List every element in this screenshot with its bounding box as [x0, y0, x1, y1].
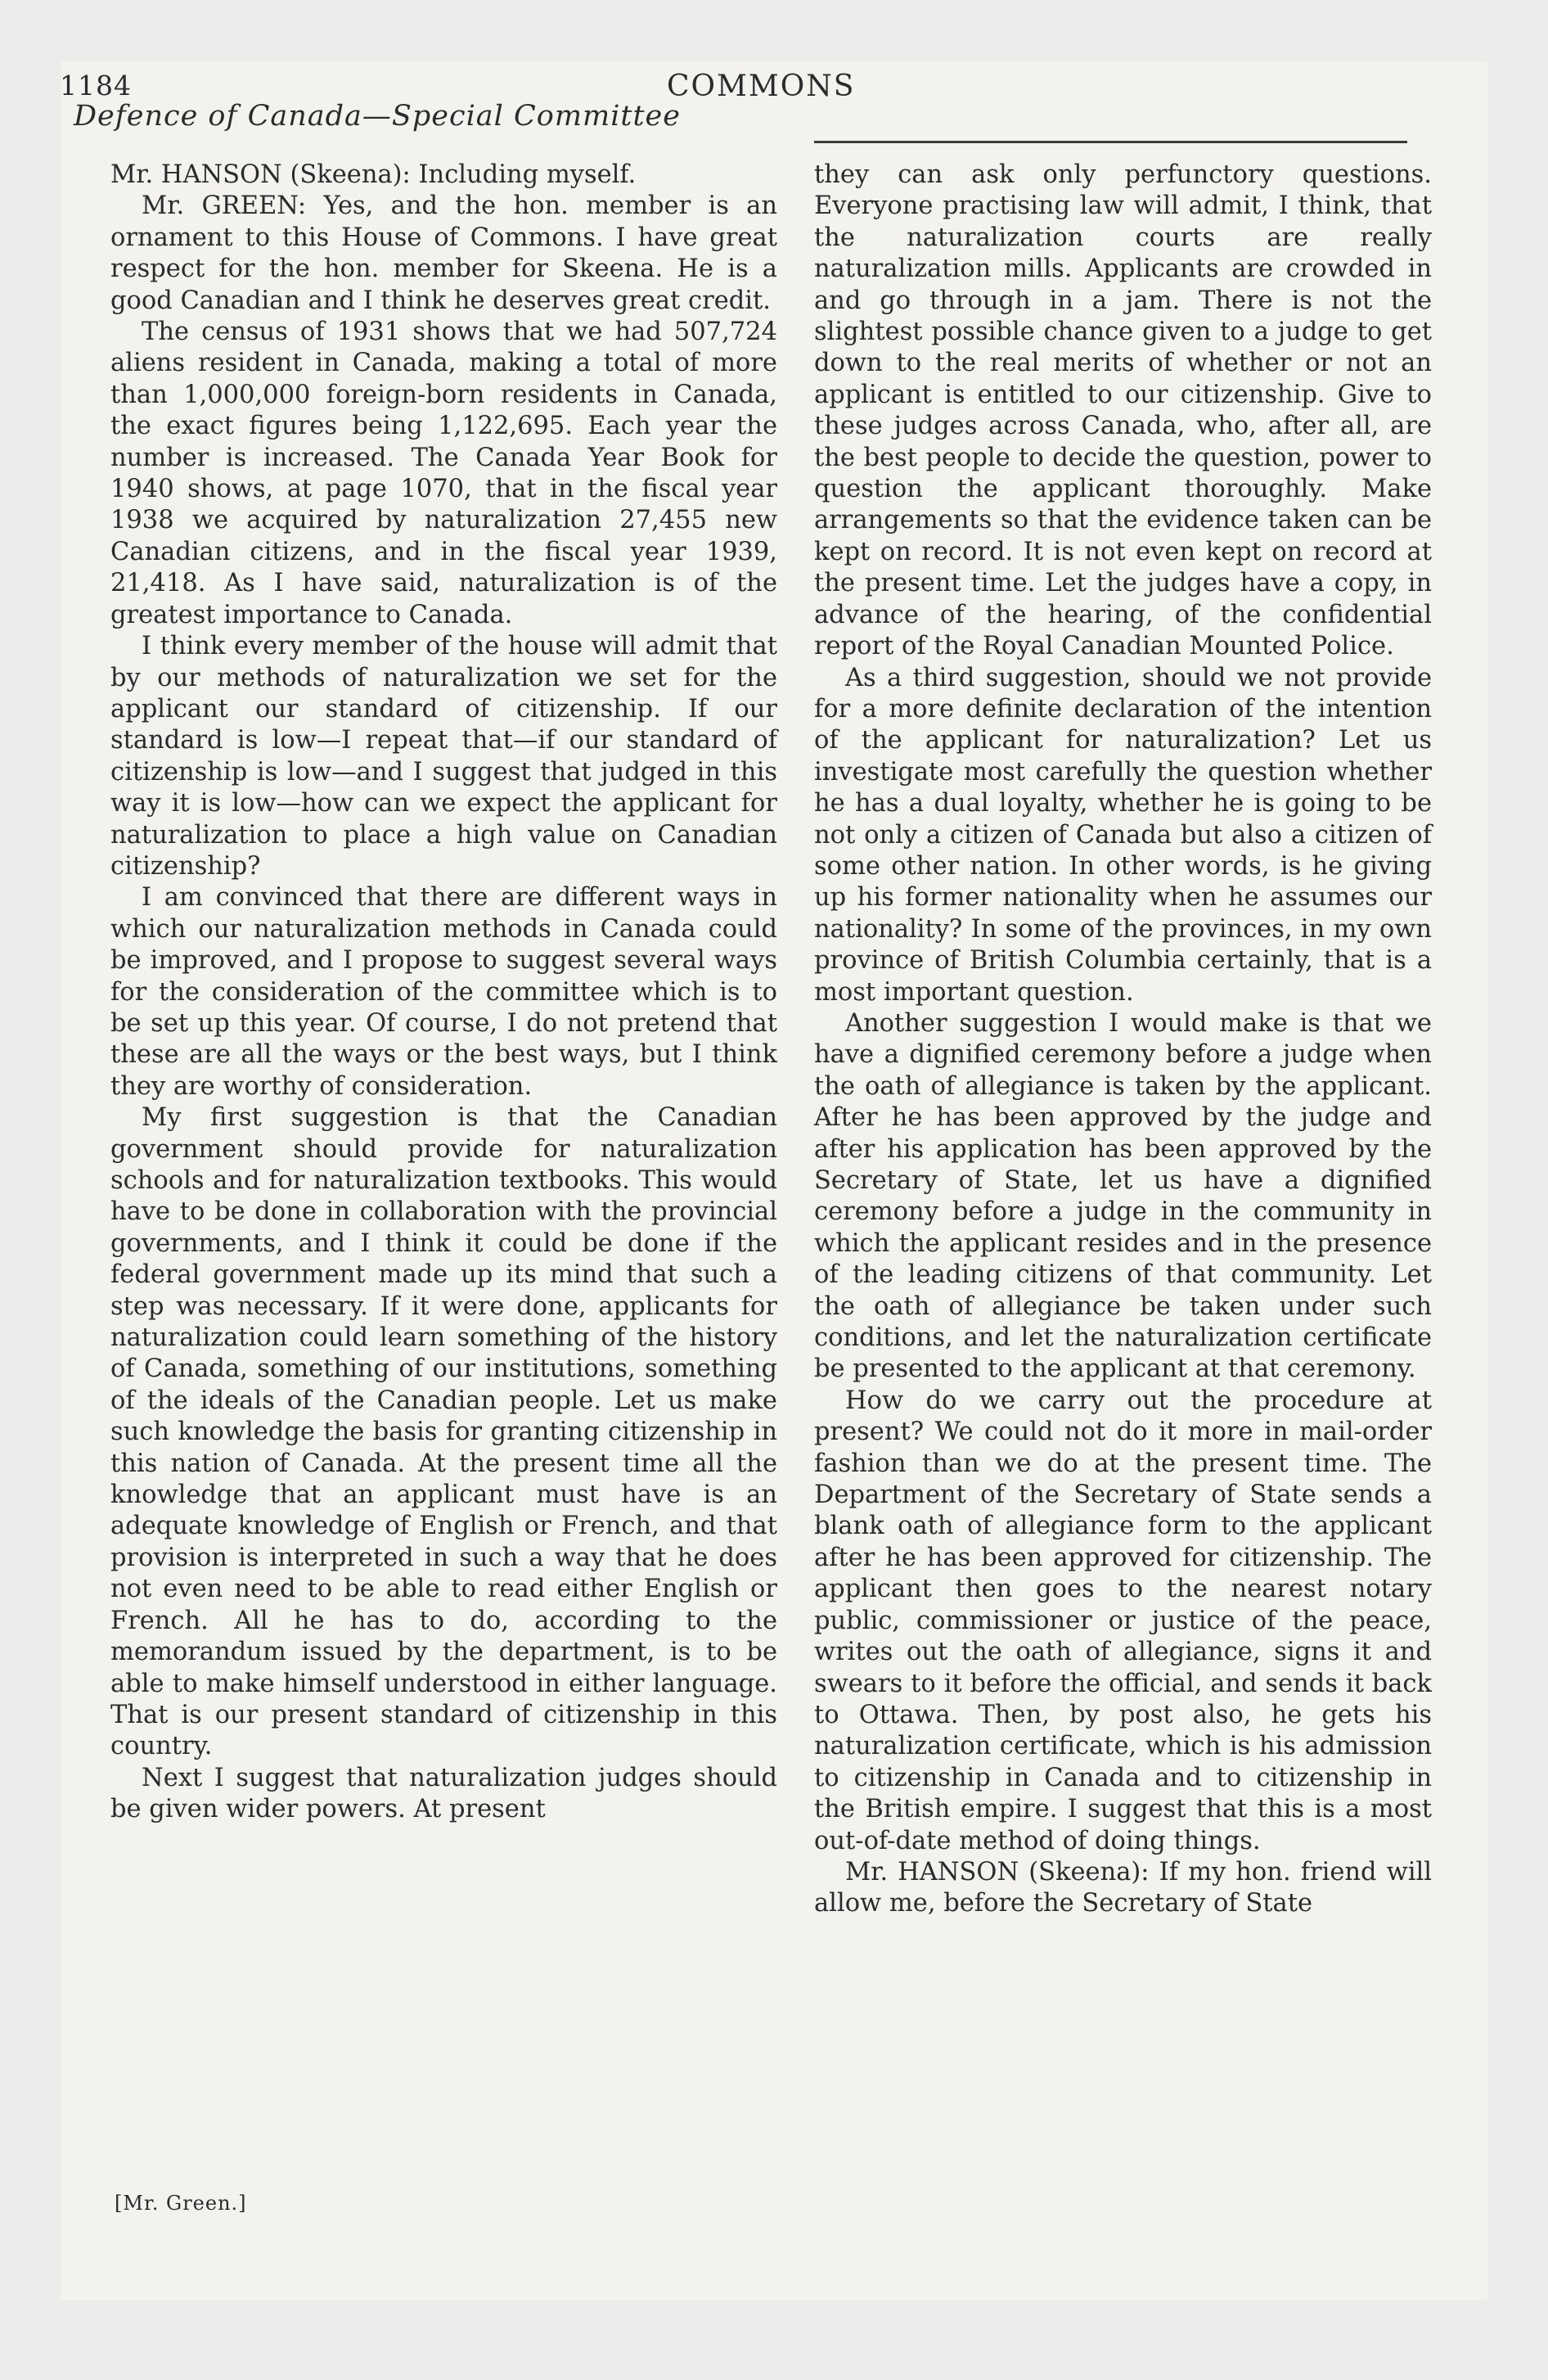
paragraph: Mr. GREEN: Yes, and the hon. member is an ornament to this House of Commons. I have great respect for the hon. member for Skeena. He is a good Canadian and I think he deserves great credit.	[110, 192, 777, 315]
paragraph: The census of 1931 shows that we had 507,724 aliens resident in Canada, making a total of more than 1,000,000 foreign-born residents in Canada, the exact figures being 1,122,695. Each year the number is increased. The Canada Year Book for 1940 shows, at page 1070, that in the fiscal year 1938 we acquired by naturalization 27,455 new Canadian citizens, and in the fiscal year 1939, 21,418. As I have said, naturalization is of the greatest importance to Canada.	[110, 318, 777, 629]
paragraph: I think every member of the house will admit that by our methods of naturalization we set for the applicant our standard of citizenship. If our standard is low—I repeat that—if our standard of citizenship is low—and I suggest that judged in this way it is low—how can we expect the applicant for naturalization to place a high value on Canadian citizenship?	[110, 632, 777, 881]
page-number: 1184	[60, 70, 132, 101]
speaker-reference: [Mr. Green.]	[115, 2192, 247, 2215]
paragraph: I am convinced that there are different ways in which our naturalization methods in Canada could be improved, and I propose to suggest several ways for the consideration of the committee which is to be set up this year. Of course, I do not pretend that these are all the ways or the best ways, but I think they are worthy of consideration.	[110, 883, 777, 1101]
paragraph: Next I suggest that naturalization judges should be given wider powers. At present	[110, 1763, 777, 1824]
paragraph: Mr. HANSON (Skeena): Including myself.	[110, 160, 637, 189]
left-column	[110, 160, 777, 1826]
running-head: COMMONS	[667, 70, 856, 103]
paragraph: As a third suggestion, should we not provide for a more definite declaration of the intention of the applicant for naturalization? Let us investigate most carefully the question whether he has a dual loyalty, whether he is going to be not only a citizen of Canada but also a citizen of some other nation. In other words, is he giving up his former nationality when he assumes our nationality? In some of the provinces, in my own province of British Columbia certainly, that is a most important question.	[814, 663, 1432, 1007]
paragraph: Mr. HANSON (Skeena): If my hon. friend will allow me, before the Secretary of State	[814, 1857, 1432, 1918]
paragraph: they can ask only perfunctory questions. Everyone practising law will admit, I think, that the naturalization courts are really naturalization mills. Applicants are crowded in and go through in a jam. There is not the slightest possible chance given to a judge to get down to the real merits of whether or not an applicant is entitled to our citizenship. Give to these judges across Canada, who, after all, are the best people to decide the question, power to question the applicant thoroughly. Make arrangements so that the evidence taken can be kept on record. It is not even kept on record at the present time. Let the judges have a copy, in advance of the hearing, of the confidential report of the Royal Canadian Mounted Police.	[814, 160, 1432, 661]
paragraph: Another suggestion I would make is that we have a dignified ceremony before a judge when the oath of allegiance is taken by the applicant. After he has been approved by the judge and after his application has been approved by the Secretary of State, let us have a dignified ceremony before a judge in the community in which the applicant resides and in the presence of the leading citizens of that community. Let the oath of allegiance be taken under such conditions, and let the naturalization certificate be presented to the applicant at that ceremony.	[814, 1008, 1432, 1384]
paragraph: My first suggestion is that the Canadian government should provide for naturalization schools and for naturalization textbooks. This would have to be done in collaboration with the provincial governments, and I think it could be done if the federal government made up its mind that such a step was necessary. If it were done, applicants for naturalization could learn something of the history of Canada, something of our institutions, something of the ideals of the Canadian people. Let us make such knowledge the basis for granting citizenship in this nation of Canada. At the present time all the knowledge that an applicant must have is an adequate knowledge of English or French, and that provision is interpreted in such a way that he does not even need to be able to read either English or French. All he has to do, according to the memorandum issued by the department, is to be able to make himself understood in either language. That is our present standard of citizenship in this country.	[110, 1103, 777, 1761]
section-subhead: Defence of Canada—Special Committee	[74, 100, 681, 133]
header-rule	[814, 141, 1407, 143]
paragraph: How do we carry out the procedure at present? We could not do it more in mail-order fashion than we do at the present time. The Department of the Secretary of State sends a blank oath of allegiance form to the applicant after he has been approved for citizenship. The applicant then goes to the nearest notary public, commissioner or justice of the peace, writes out the oath of allegiance, signs it and swears to it before the official, and sends it back to Ottawa. Then, by post also, he gets his naturalization certificate, which is his admission to citizenship in Canada and to citizenship in the British empire. I suggest that this is a most out-of-date method of doing things.	[814, 1386, 1432, 1855]
right-column	[814, 160, 1432, 1920]
